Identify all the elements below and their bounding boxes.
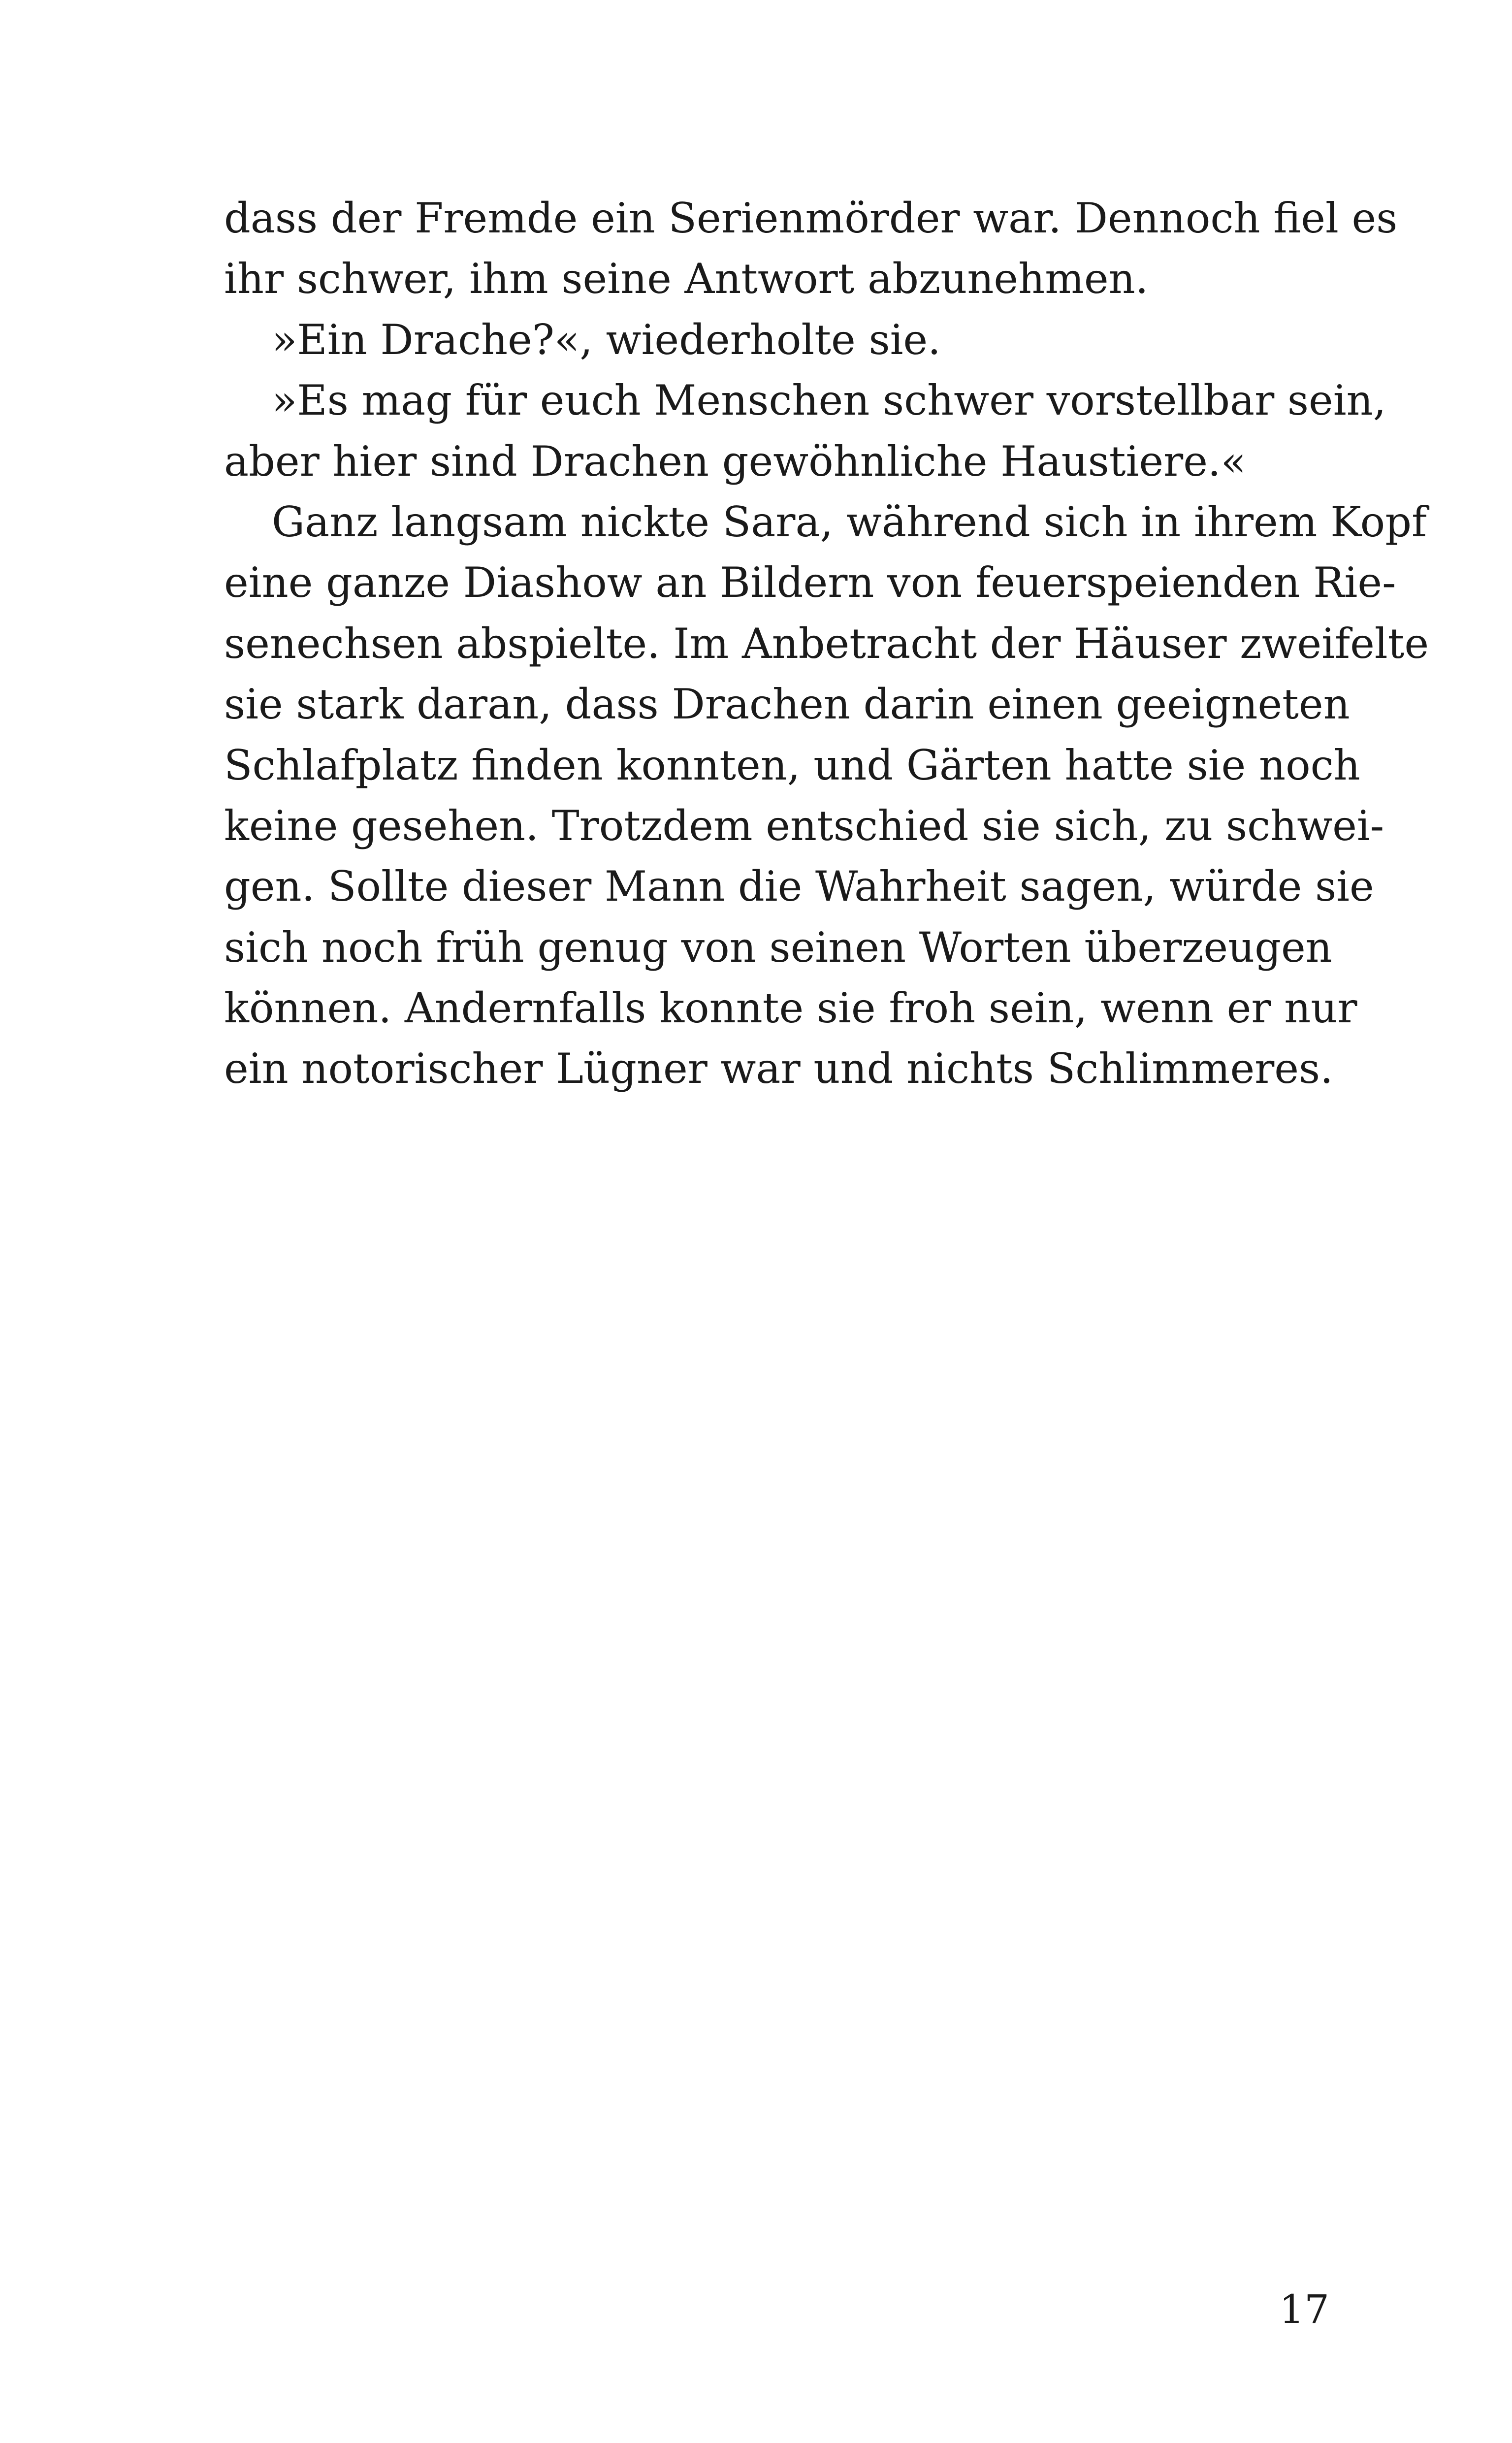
- text-line: gen. Sollte dieser Mann die Wahrheit sagen, würde sie: [224, 862, 1374, 911]
- text-line: Schlafplatz finden konnten, und Gärten hatte sie noch: [224, 741, 1360, 789]
- body-text: [224, 188, 1429, 1100]
- text-line: ein notorischer Lügner war und nichts Schlimmeres.: [224, 1044, 1333, 1093]
- text-line: aber hier sind Drachen gewöhnliche Haustiere.«: [224, 437, 1247, 486]
- text-line: ihr schwer, ihm seine Antwort abzunehmen.: [224, 255, 1149, 303]
- page-number: 17: [1279, 2286, 1329, 2332]
- text-line: dass der Fremde ein Serienmörder war. Dennoch fiel es: [224, 194, 1398, 242]
- text-line: können. Andernfalls konnte sie froh sein, wenn er nur: [224, 984, 1357, 1033]
- text-line: eine ganze Diashow an Bildern von feuerspeienden Rie-: [224, 558, 1396, 607]
- text-line: sie stark daran, dass Drachen darin einen geeigneten: [224, 680, 1350, 729]
- text-line: senechsen abspielte. Im Anbetracht der Häuser zweifelte: [224, 619, 1429, 668]
- text-line: sich noch früh genug von seinen Worten überzeugen: [224, 923, 1332, 972]
- text-line: keine gesehen. Trotzdem entschied sie sich, zu schwei-: [224, 801, 1384, 850]
- text-line: »Es mag für euch Menschen schwer vorstellbar sein,: [272, 376, 1386, 425]
- text-line: »Ein Drache?«, wiederholte sie.: [272, 315, 941, 364]
- text-line: Ganz langsam nickte Sara, während sich in ihrem Kopf: [272, 497, 1427, 546]
